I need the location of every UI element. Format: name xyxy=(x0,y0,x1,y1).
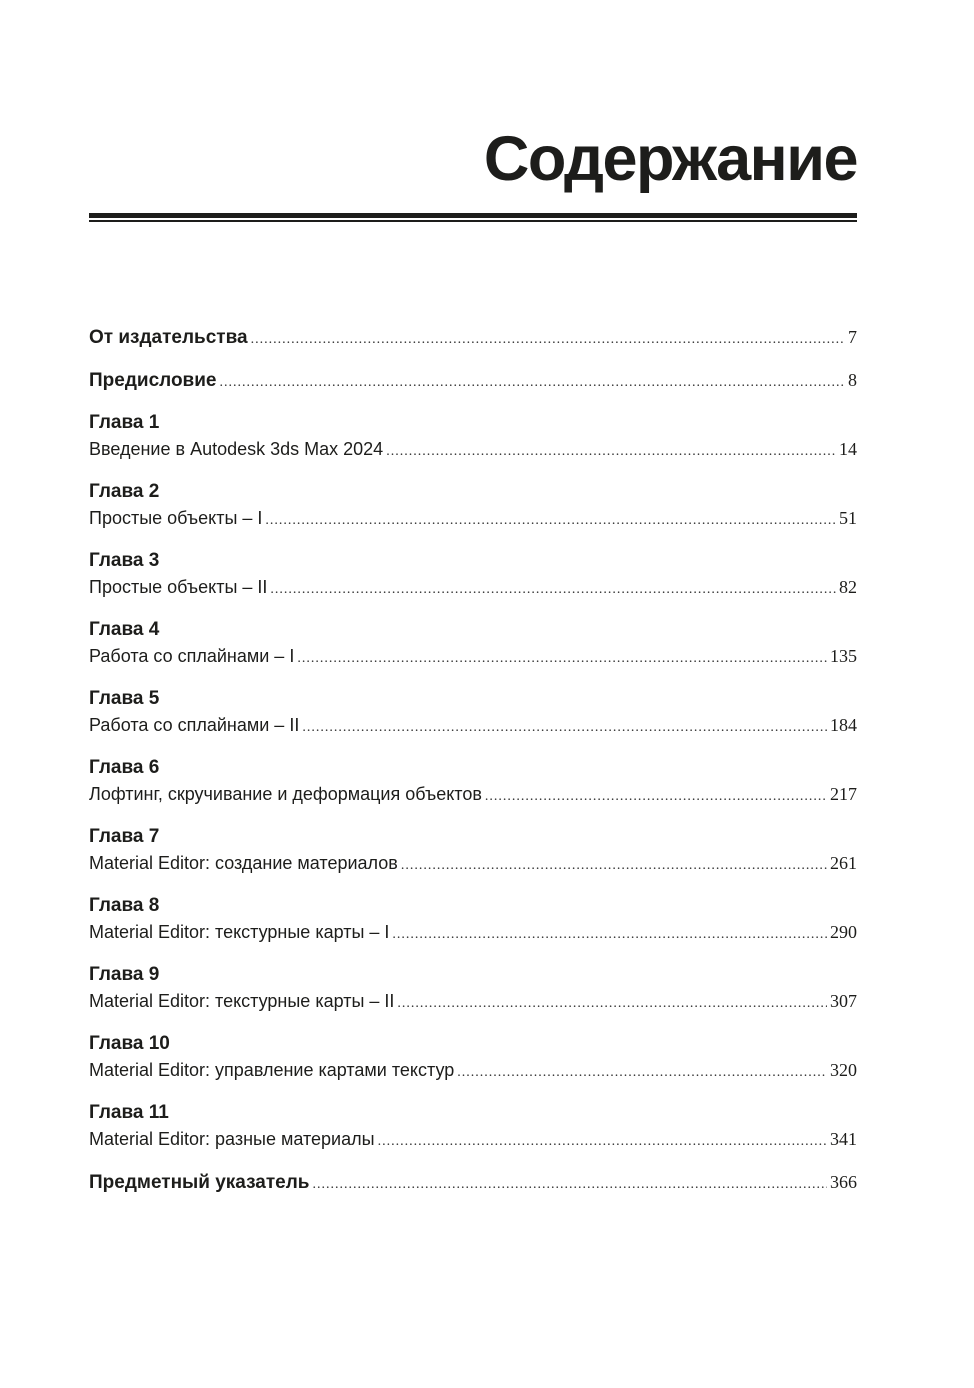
toc-entry-title: Material Editor: разные материалы xyxy=(89,1129,375,1149)
dot-leader xyxy=(302,715,827,741)
chapter-label: Глава 4 xyxy=(89,619,160,640)
toc-entry-title: Работа со сплайнами – I xyxy=(89,646,295,666)
dot-leader xyxy=(392,922,827,948)
toc-entry-chapter-9[interactable] xyxy=(89,962,857,1014)
dot-leader xyxy=(251,327,845,353)
toc-entry-chapter-7[interactable] xyxy=(89,824,857,876)
toc-entry-chapter-10[interactable] xyxy=(89,1031,857,1083)
chapter-label: Глава 7 xyxy=(89,826,160,847)
toc-entry-chapter-8[interactable] xyxy=(89,893,857,945)
toc-page-number: 8 xyxy=(848,370,857,390)
toc-entry-chapter-6[interactable] xyxy=(89,755,857,807)
toc-entry-title: Предисловие xyxy=(89,370,217,391)
chapter-label: Глава 11 xyxy=(89,1102,169,1123)
dot-leader xyxy=(386,439,836,465)
toc-page-number: 320 xyxy=(830,1060,857,1080)
dot-leader xyxy=(270,577,836,603)
toc-entry-title: Material Editor: управление картами текстур xyxy=(89,1060,455,1080)
toc-entry-chapter-1[interactable] xyxy=(89,410,857,462)
toc-entry-preface[interactable] xyxy=(89,367,857,393)
dot-leader xyxy=(397,991,827,1017)
toc-entry-index[interactable] xyxy=(89,1169,857,1195)
toc-entry-chapter-4[interactable] xyxy=(89,617,857,669)
toc-entry-title: Простые объекты – I xyxy=(89,508,263,528)
chapter-label: Глава 1 xyxy=(89,412,160,433)
toc-entry-title: Предметный указатель xyxy=(89,1172,310,1193)
toc-page-number: 307 xyxy=(830,991,857,1011)
chapter-label: Глава 5 xyxy=(89,688,160,709)
toc-entry-title: Лофтинг, скручивание и деформация объектов xyxy=(89,784,482,804)
toc-entry-title: Работа со сплайнами – II xyxy=(89,715,300,735)
toc-page-number: 184 xyxy=(830,715,857,735)
chapter-label: Глава 6 xyxy=(89,757,160,778)
toc-entry-chapter-11[interactable] xyxy=(89,1100,857,1152)
toc-entry-title: От издательства xyxy=(89,327,248,348)
dot-leader xyxy=(457,1060,827,1086)
toc-entry-chapter-3[interactable] xyxy=(89,548,857,600)
chapter-label: Глава 2 xyxy=(89,481,160,502)
dot-leader xyxy=(401,853,827,879)
toc-page-number: 261 xyxy=(830,853,857,873)
toc-page-number: 341 xyxy=(830,1129,857,1149)
chapter-label: Глава 8 xyxy=(89,895,160,916)
dot-leader xyxy=(297,646,827,672)
page-title: Содержание xyxy=(483,124,857,194)
dot-leader xyxy=(485,784,827,810)
title-rule-thin xyxy=(89,220,857,222)
toc-page-number: 135 xyxy=(830,646,857,666)
toc-entry-title: Material Editor: создание материалов xyxy=(89,853,398,873)
toc-entry-title: Введение в Autodesk 3ds Max 2024 xyxy=(89,439,384,459)
toc-entry-chapter-5[interactable] xyxy=(89,686,857,738)
toc-page-number: 82 xyxy=(839,577,857,597)
chapter-label: Глава 10 xyxy=(89,1033,170,1054)
toc-page-number: 217 xyxy=(830,784,857,804)
chapter-label: Глава 3 xyxy=(89,550,160,571)
toc-entry-publisher[interactable] xyxy=(89,324,857,350)
toc-page-number: 14 xyxy=(839,439,857,459)
table-of-contents xyxy=(89,324,857,1212)
toc-page-number: 290 xyxy=(830,922,857,942)
toc-entry-chapter-2[interactable] xyxy=(89,479,857,531)
toc-page-number: 366 xyxy=(830,1172,857,1192)
dot-leader xyxy=(220,370,846,396)
toc-entry-title: Material Editor: текстурные карты – II xyxy=(89,991,395,1011)
dot-leader xyxy=(265,508,836,534)
dot-leader xyxy=(378,1129,827,1155)
toc-entry-title: Material Editor: текстурные карты – I xyxy=(89,922,390,942)
chapter-label: Глава 9 xyxy=(89,964,160,985)
title-rule-thick xyxy=(89,213,857,218)
toc-page-number: 51 xyxy=(839,508,857,528)
toc-page-number: 7 xyxy=(848,327,857,347)
dot-leader xyxy=(313,1172,828,1198)
toc-entry-title: Простые объекты – II xyxy=(89,577,268,597)
